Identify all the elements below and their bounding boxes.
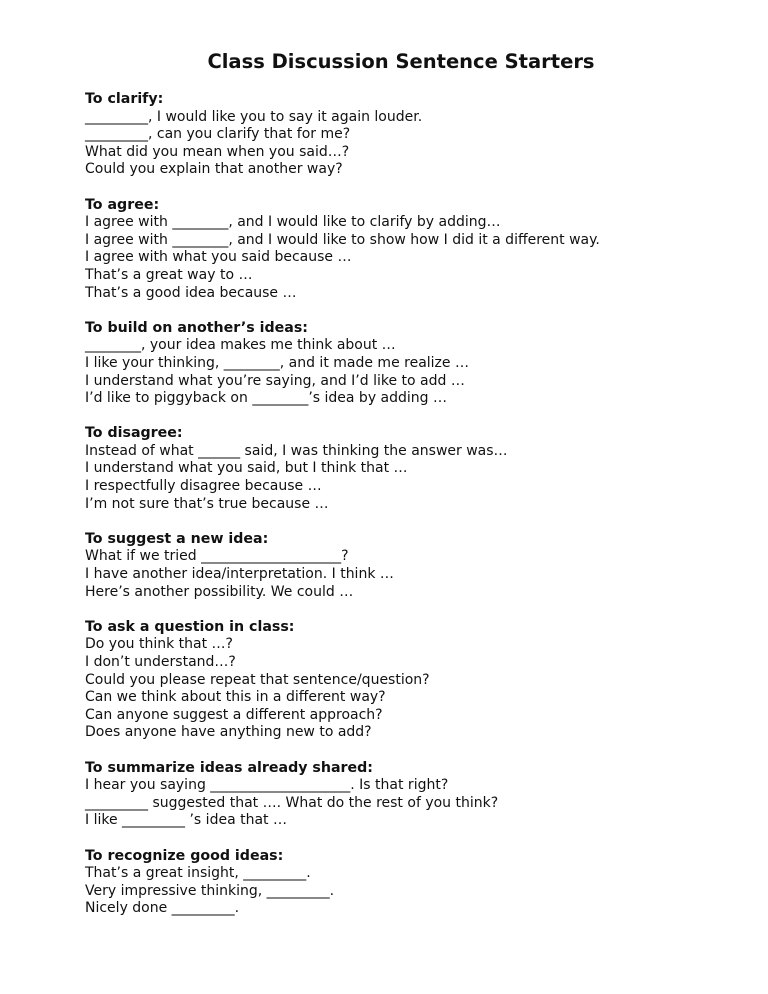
section-disagree [85,425,755,513]
section-recognize-good-ideas [85,848,755,918]
section-agree [85,197,755,303]
sentence-starter: I respectfully disagree because … [85,478,322,495]
sentence-starter: I agree with what you said because … [85,249,352,266]
sections-container [85,91,755,936]
sentence-starter: Here’s another possibility. We could … [85,583,354,600]
sentence-starter: I’d like to piggyback on ________’s idea by adding … [85,390,448,407]
sentence-starter: I’m not sure that’s true because … [85,495,329,512]
section-heading: To ask a question in class: [85,618,295,635]
sentence-starter: I like your thinking, ________, and it made me realize … [85,354,469,371]
section-heading: To suggest a new idea: [85,530,269,547]
page-title: Class Discussion Sentence Starters [207,50,595,73]
sentence-starter: I hear you saying ____________________. Is that right? [85,777,449,794]
sentence-starter: Instead of what ______ said, I was thinking the answer was… [85,442,508,459]
section-summarize [85,760,755,830]
sentence-starter: ________, your idea makes me think about … [85,337,396,354]
sentence-starter: I don’t understand…? [85,654,236,670]
sentence-starter: Does anyone have anything new to add? [85,724,372,741]
sentence-starter: I understand what you said, but I think that … [85,460,408,477]
section-clarify [85,91,755,179]
sentence-starter: _________, can you clarify that for me? [85,126,351,143]
sentence-starter: Can anyone suggest a different approach? [85,706,383,723]
section-heading: To summarize ideas already shared: [85,759,373,776]
section-heading: To build on another’s ideas: [85,319,308,336]
sentence-starter: Do you think that …? [85,636,233,653]
section-build-on-ideas [85,320,755,408]
section-heading: To clarify: [85,91,164,107]
sentence-starter: Could you please repeat that sentence/question? [85,671,430,688]
section-heading: To disagree: [85,425,183,442]
sentence-starter: What did you mean when you said…? [85,143,350,160]
sentence-starter: I understand what you’re saying, and I’d like to add … [85,372,465,389]
sentence-starter: That’s a good idea because … [85,284,297,301]
section-heading: To recognize good ideas: [85,847,284,864]
sentence-starter: I have another idea/interpretation. I think … [85,566,394,583]
sentence-starter: I agree with ________, and I would like to show how I did it a different way. [85,231,600,248]
sentence-starter: Very impressive thinking, _________. [85,882,335,899]
sentence-starter: Nicely done _________. [85,900,240,917]
section-heading: To agree: [85,196,160,213]
sentence-starter: That’s a great insight, _________. [85,865,311,882]
sentence-starter: Could you explain that another way? [85,161,343,178]
sentence-starter: _________, I would like you to say it again louder. [85,108,423,125]
section-ask-question [85,619,755,742]
section-suggest-new-idea [85,531,755,601]
sentence-starter: Can we think about this in a different way? [85,689,386,706]
sentence-starter: I like _________ ’s idea that … [85,812,287,829]
sentence-starter: What if we tried ____________________? [85,548,349,565]
sentence-starter: That’s a great way to … [85,266,253,283]
sentence-starter: I agree with ________, and I would like to clarify by adding… [85,214,501,231]
sentence-starter: _________ suggested that …. What do the rest of you think? [85,794,499,811]
